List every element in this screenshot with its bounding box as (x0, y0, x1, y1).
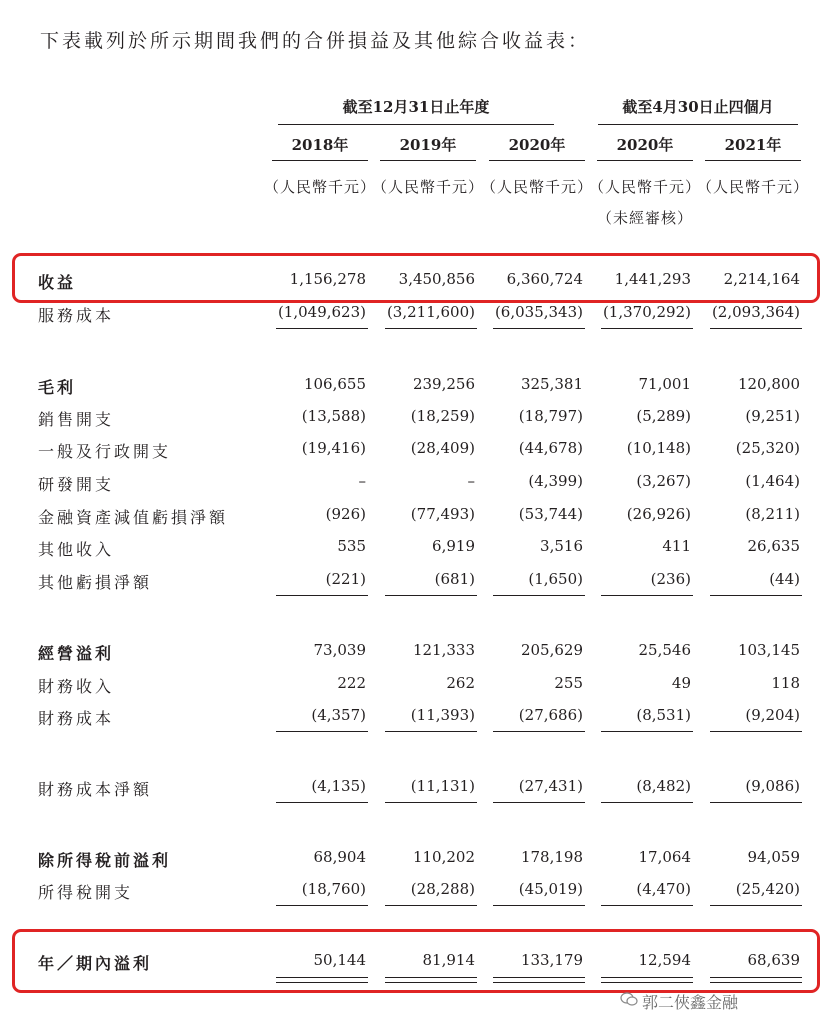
row-value: (10,148) (626, 439, 691, 457)
row-value: (1,464) (745, 472, 800, 490)
table-row (0, 472, 829, 496)
row-value: 6,919 (432, 537, 475, 555)
row-value: (18,259) (410, 407, 475, 425)
row-value: 49 (671, 674, 691, 692)
table-row (0, 641, 829, 665)
row-value: 133,179 (520, 951, 583, 969)
subtotal-rule (493, 595, 585, 596)
subtotal-rule (276, 905, 368, 906)
subtotal-rule (601, 731, 693, 732)
row-value: (53,744) (518, 505, 583, 523)
row-label: 研發開支 (38, 475, 115, 494)
row-value: (9,251) (745, 407, 800, 425)
row-value: (4,470) (636, 880, 691, 898)
row-value: 106,655 (303, 375, 366, 393)
row-value: 262 (446, 674, 475, 692)
year-header-5: 2021年 (724, 136, 782, 154)
row-value: (4,399) (528, 472, 583, 490)
row-value: (3,211,600) (386, 303, 475, 321)
table-row (0, 674, 829, 698)
table-row (0, 375, 829, 399)
row-value: (27,686) (518, 706, 583, 724)
unit-label: （人民幣千元） (481, 178, 594, 196)
row-value: (11,393) (410, 706, 475, 724)
subtotal-rule (385, 595, 477, 596)
row-value: (11,131) (410, 777, 475, 795)
table-row (0, 537, 829, 561)
row-value: 68,639 (747, 951, 800, 969)
row-label: 財務收入 (38, 677, 115, 696)
row-value: (13,588) (301, 407, 366, 425)
row-value: 222 (337, 674, 366, 692)
row-value: (18,760) (301, 880, 366, 898)
row-label: 經營溢利 (38, 644, 115, 663)
table-row (0, 880, 829, 904)
subtotal-rule (710, 731, 802, 732)
subtotal-rule (710, 802, 802, 803)
unit-label: （人民幣千元） (589, 178, 702, 196)
subtotal-rule (601, 595, 693, 596)
row-value: 81,914 (422, 951, 475, 969)
row-value: 1,156,278 (289, 270, 366, 288)
row-value: (221) (325, 570, 366, 588)
row-label: 一般及行政開支 (38, 442, 172, 461)
group-header-annual: 截至12月31日止年度 (342, 98, 490, 116)
row-label: 金融資產減值虧損淨額 (38, 508, 229, 527)
subtotal-rule (710, 905, 802, 906)
row-value: 73,039 (313, 641, 366, 659)
subtotal-rule (276, 328, 368, 329)
year-header-1: 2018年 (291, 136, 349, 154)
subtotal-rule (385, 731, 477, 732)
subtotal-rule (493, 731, 585, 732)
row-value: (27,431) (518, 777, 583, 795)
subtotal-rule (601, 328, 693, 329)
watermark-text: 郭二俠鑫金融 (642, 993, 739, 1012)
table-row (0, 505, 829, 529)
subtotal-rule (493, 905, 585, 906)
highlight-revenue (12, 253, 820, 303)
row-value: 411 (662, 537, 691, 555)
year-header-4: 2020年 (616, 136, 674, 154)
subtotal-rule (276, 802, 368, 803)
row-value: 6,360,724 (506, 270, 583, 288)
row-value: 50,144 (313, 951, 366, 969)
row-value: (25,420) (735, 880, 800, 898)
row-value: 1,441,293 (614, 270, 691, 288)
watermark (642, 990, 738, 1013)
row-value: – (358, 472, 366, 490)
table-row (0, 848, 829, 872)
row-value: 2,214,164 (723, 270, 800, 288)
row-value: (19,416) (301, 439, 366, 457)
subtotal-rule (710, 328, 802, 329)
unit-label: （人民幣千元） (264, 178, 377, 196)
row-value: (8,482) (636, 777, 691, 795)
row-value: 120,800 (737, 375, 800, 393)
row-value: (2,093,364) (711, 303, 800, 321)
row-label: 銷售開支 (38, 410, 115, 429)
year-underline (705, 160, 801, 161)
unit-label: （人民幣千元） (372, 178, 485, 196)
group-underline-annual (278, 124, 554, 125)
year-header-2: 2019年 (399, 136, 457, 154)
row-label: 年／期內溢利 (38, 954, 153, 973)
row-value: 121,333 (412, 641, 475, 659)
row-value: 3,516 (540, 537, 583, 555)
unit-label: （人民幣千元） (697, 178, 810, 196)
subtotal-rule (601, 905, 693, 906)
table-row (0, 570, 829, 594)
row-label: 收益 (38, 273, 77, 292)
row-value: (926) (325, 505, 366, 523)
unaudited-label: （未經審核） (596, 209, 693, 227)
row-value: (4,135) (311, 777, 366, 795)
row-value: (45,019) (518, 880, 583, 898)
row-value: 94,059 (747, 848, 800, 866)
subtotal-rule (601, 802, 693, 803)
row-value: 68,904 (313, 848, 366, 866)
table-row (0, 303, 829, 327)
row-label: 財務成本淨額 (38, 780, 153, 799)
table-row (0, 777, 829, 801)
row-label: 所得稅開支 (38, 883, 134, 902)
row-value: 110,202 (412, 848, 475, 866)
row-value: (8,531) (636, 706, 691, 724)
wechat-icon (620, 992, 638, 1006)
row-value: (236) (650, 570, 691, 588)
row-value: (18,797) (518, 407, 583, 425)
row-value: 255 (554, 674, 583, 692)
row-value: 103,145 (737, 641, 800, 659)
row-value: 3,450,856 (398, 270, 475, 288)
table-row (0, 439, 829, 463)
subtotal-rule (493, 802, 585, 803)
row-value: (8,211) (745, 505, 800, 523)
year-header-3: 2020年 (508, 136, 566, 154)
row-value: (1,370,292) (602, 303, 691, 321)
intro-text: 下表載列於所示期間我們的合併損益及其他綜合收益表： (40, 30, 591, 52)
subtotal-rule (276, 731, 368, 732)
year-underline (489, 160, 585, 161)
row-value: 205,629 (520, 641, 583, 659)
row-value: 535 (337, 537, 366, 555)
row-label: 毛利 (38, 378, 77, 397)
row-value: 178,198 (520, 848, 583, 866)
row-value: 325,381 (520, 375, 583, 393)
table-row (0, 407, 829, 431)
row-value: 12,594 (638, 951, 691, 969)
row-value: (28,409) (410, 439, 475, 457)
group-underline-interim (598, 124, 798, 125)
subtotal-rule (385, 905, 477, 906)
subtotal-rule (385, 328, 477, 329)
highlight-net-profit (12, 929, 820, 993)
year-underline (272, 160, 368, 161)
row-value: 239,256 (412, 375, 475, 393)
row-value: (681) (434, 570, 475, 588)
row-value: 17,064 (638, 848, 691, 866)
row-value: (28,288) (410, 880, 475, 898)
row-value: 25,546 (638, 641, 691, 659)
row-value: 118 (771, 674, 800, 692)
row-value: (26,926) (626, 505, 691, 523)
row-value: (5,289) (636, 407, 691, 425)
subtotal-rule (493, 328, 585, 329)
row-value: (9,204) (745, 706, 800, 724)
row-label: 財務成本 (38, 709, 115, 728)
row-value: 71,001 (638, 375, 691, 393)
group-header-interim: 截至4月30日止四個月 (622, 98, 774, 116)
row-value: 26,635 (747, 537, 800, 555)
row-value: (3,267) (636, 472, 691, 490)
subtotal-rule (385, 802, 477, 803)
row-value: (77,493) (410, 505, 475, 523)
row-value: (25,320) (735, 439, 800, 457)
row-value: (44,678) (518, 439, 583, 457)
row-label: 除所得稅前溢利 (38, 851, 172, 870)
row-value: (1,049,623) (277, 303, 366, 321)
row-label: 服務成本 (38, 306, 115, 325)
row-value: (4,357) (311, 706, 366, 724)
row-value: (9,086) (745, 777, 800, 795)
row-value: (44) (769, 570, 800, 588)
subtotal-rule (276, 595, 368, 596)
row-value: (1,650) (528, 570, 583, 588)
row-value: (6,035,343) (494, 303, 583, 321)
row-value: – (467, 472, 475, 490)
year-underline (597, 160, 693, 161)
row-label: 其他虧損淨額 (38, 573, 153, 592)
table-row (0, 706, 829, 730)
year-underline (380, 160, 476, 161)
row-label: 其他收入 (38, 540, 115, 559)
subtotal-rule (710, 595, 802, 596)
